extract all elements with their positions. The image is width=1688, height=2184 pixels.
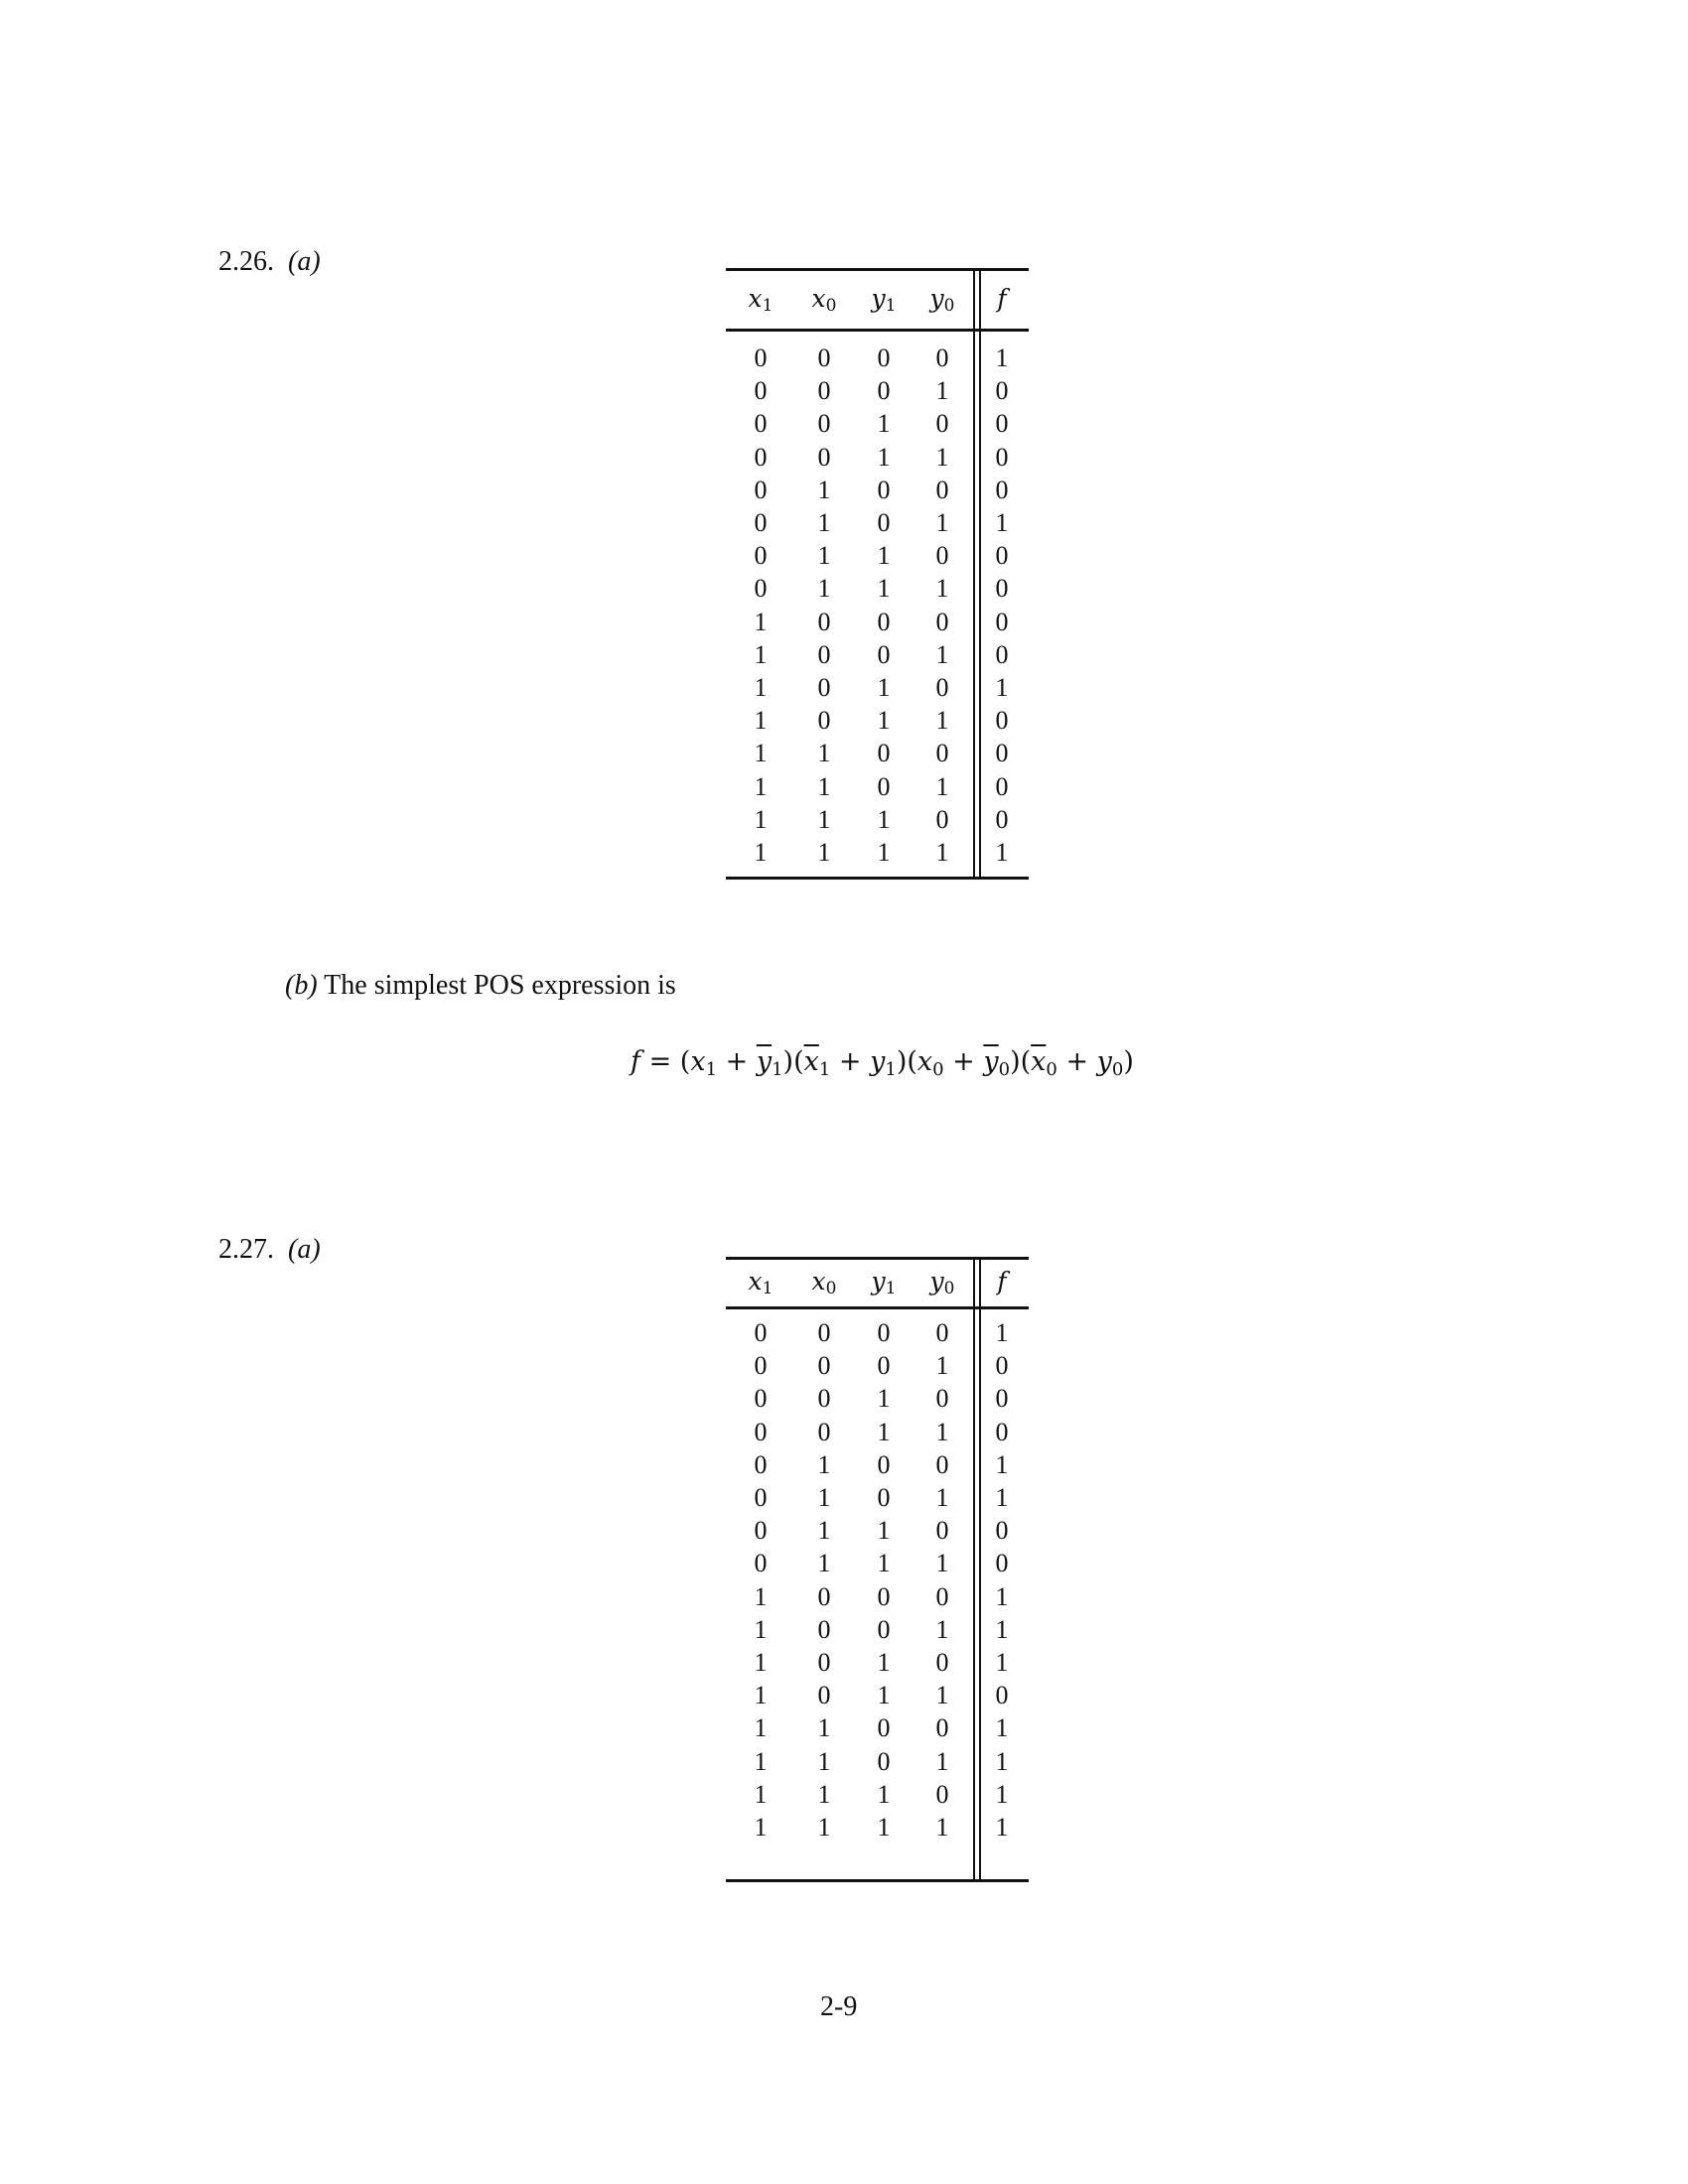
table-cell: 1 bbox=[817, 838, 831, 867]
problem-227-label bbox=[218, 1236, 321, 1264]
column-header-x0: $x_0$ bbox=[811, 1267, 837, 1298]
table-cell: 1 bbox=[877, 1417, 891, 1446]
table-cell: 0 bbox=[995, 739, 1009, 768]
table-cell: 0 bbox=[754, 1318, 768, 1347]
table-cell: 0 bbox=[995, 1681, 1009, 1710]
table-cell: 0 bbox=[754, 442, 768, 472]
table-cell: 1 bbox=[817, 1516, 831, 1546]
table-cell: 0 bbox=[754, 541, 768, 571]
table-cell: 0 bbox=[817, 1318, 831, 1347]
table-cell: 1 bbox=[935, 838, 949, 867]
table-cell: 1 bbox=[877, 804, 891, 834]
table-cell: 0 bbox=[995, 409, 1009, 439]
table-cell: 0 bbox=[877, 639, 891, 669]
table-cell: 1 bbox=[877, 838, 891, 867]
table-cell: 0 bbox=[995, 706, 1009, 736]
table-cell: 1 bbox=[935, 1614, 949, 1644]
table-cell: 1 bbox=[817, 541, 831, 571]
table-cell: 1 bbox=[935, 1746, 949, 1776]
table-cell: 0 bbox=[754, 1549, 768, 1578]
table-cell: 0 bbox=[995, 1351, 1009, 1381]
table-cell: 1 bbox=[935, 1813, 949, 1842]
table-cell: 0 bbox=[935, 475, 949, 504]
table-cell: 1 bbox=[935, 1483, 949, 1512]
table-cell: 0 bbox=[817, 409, 831, 439]
column-header-x1: $x_1$ bbox=[748, 283, 774, 316]
table-cell: 0 bbox=[935, 409, 949, 439]
table-cell: 1 bbox=[995, 1813, 1009, 1842]
table-cell: 1 bbox=[817, 804, 831, 834]
table-cell: 1 bbox=[817, 1779, 831, 1809]
table-cell: 0 bbox=[754, 409, 768, 439]
table-cell: 0 bbox=[817, 1681, 831, 1710]
table-double-rule-left bbox=[973, 1257, 975, 1882]
page-number: 2-9 bbox=[820, 1991, 858, 2022]
table-cell: 1 bbox=[935, 1681, 949, 1710]
table-cell: 0 bbox=[754, 1417, 768, 1446]
table-cell: 1 bbox=[754, 639, 768, 669]
table-cell: 0 bbox=[935, 1318, 949, 1347]
table-cell: 1 bbox=[817, 1449, 831, 1479]
table-cell: 0 bbox=[995, 475, 1009, 504]
table-cell: 0 bbox=[817, 706, 831, 736]
table-double-rule-left bbox=[973, 268, 975, 880]
table-cell: 1 bbox=[754, 607, 768, 636]
table-cell: 1 bbox=[995, 673, 1009, 702]
table-cell: 0 bbox=[995, 442, 1009, 472]
table-cell: 0 bbox=[754, 1449, 768, 1479]
table-cell: 1 bbox=[877, 409, 891, 439]
table-cell: 0 bbox=[877, 508, 891, 537]
table-cell: 1 bbox=[935, 1351, 949, 1381]
table-cell: 1 bbox=[995, 1779, 1009, 1809]
table-cell: 1 bbox=[877, 1779, 891, 1809]
table-cell: 0 bbox=[935, 739, 949, 768]
table-cell: 0 bbox=[754, 508, 768, 537]
table-cell: 0 bbox=[935, 804, 949, 834]
table-double-rule-right bbox=[979, 1257, 981, 1882]
table-cell: 1 bbox=[754, 804, 768, 834]
problem-226-number: 2.26. bbox=[218, 246, 274, 277]
table-cell: 1 bbox=[995, 1483, 1009, 1512]
table-cell: 0 bbox=[877, 376, 891, 406]
table-cell: 1 bbox=[995, 838, 1009, 867]
table-cell: 0 bbox=[995, 804, 1009, 834]
table-cell: 0 bbox=[817, 1581, 831, 1611]
table-cell: 0 bbox=[995, 1417, 1009, 1446]
table-cell: 1 bbox=[935, 1549, 949, 1578]
table-cell: 0 bbox=[995, 376, 1009, 406]
table-cell: 0 bbox=[754, 1483, 768, 1512]
table-cell: 0 bbox=[754, 1516, 768, 1546]
table-cell: 1 bbox=[995, 1614, 1009, 1644]
table-cell: 0 bbox=[754, 1351, 768, 1381]
problem-227-number: 2.27. bbox=[218, 1234, 274, 1265]
table-cell: 1 bbox=[754, 1581, 768, 1611]
part-b-label: (b) bbox=[285, 970, 318, 1001]
table-cell: 1 bbox=[817, 1813, 831, 1842]
table-cell: 1 bbox=[877, 1681, 891, 1710]
table-cell: 1 bbox=[754, 838, 768, 867]
table-cell: 0 bbox=[817, 376, 831, 406]
table-cell: 1 bbox=[877, 706, 891, 736]
table-cell: 0 bbox=[877, 739, 891, 768]
table-cell: 0 bbox=[995, 771, 1009, 801]
table-cell: 0 bbox=[754, 376, 768, 406]
table-cell: 0 bbox=[935, 1384, 949, 1414]
table-cell: 0 bbox=[877, 1713, 891, 1743]
table-cell: 0 bbox=[877, 1746, 891, 1776]
table-bottom-rule bbox=[726, 877, 1029, 880]
table-cell: 0 bbox=[935, 1648, 949, 1677]
table-cell: 0 bbox=[935, 1581, 949, 1611]
table-cell: 0 bbox=[877, 1614, 891, 1644]
problem-226-part-a: (a) bbox=[288, 246, 321, 277]
table-cell: 1 bbox=[877, 1384, 891, 1414]
column-header-x0: $x_0$ bbox=[811, 283, 837, 316]
table-cell: 1 bbox=[935, 442, 949, 472]
table-cell: 1 bbox=[754, 1713, 768, 1743]
table-cell: 0 bbox=[754, 574, 768, 604]
table-cell: 1 bbox=[877, 574, 891, 604]
table-cell: 0 bbox=[817, 1614, 831, 1644]
table-cell: 1 bbox=[817, 771, 831, 801]
table-cell: 1 bbox=[935, 508, 949, 537]
table-cell: 0 bbox=[995, 639, 1009, 669]
table-cell: 0 bbox=[817, 607, 831, 636]
table-cell: 0 bbox=[935, 343, 949, 372]
table-cell: 0 bbox=[935, 1779, 949, 1809]
table-cell: 0 bbox=[995, 1549, 1009, 1578]
table-cell: 0 bbox=[877, 1581, 891, 1611]
table-cell: 1 bbox=[877, 541, 891, 571]
table-bottom-rule bbox=[726, 1879, 1029, 1882]
pos-formula: $f = (x_1 + \overline{y}_1)(\overline{x}_1 + y_1)(x_0 + \overline{y}_0)(\overline{x}_0 + y_0)$ bbox=[631, 1046, 1134, 1080]
table-cell: 1 bbox=[995, 508, 1009, 537]
table-cell: 0 bbox=[877, 343, 891, 372]
table-cell: 1 bbox=[754, 1813, 768, 1842]
table-cell: 1 bbox=[995, 343, 1009, 372]
table-cell: 1 bbox=[754, 1779, 768, 1809]
table-cell: 1 bbox=[817, 1746, 831, 1776]
table-cell: 1 bbox=[877, 1549, 891, 1578]
table-cell: 0 bbox=[935, 1516, 949, 1546]
table-cell: 1 bbox=[995, 1581, 1009, 1611]
truth-table-226 bbox=[726, 268, 1029, 880]
table-cell: 0 bbox=[754, 1384, 768, 1414]
table-cell: 1 bbox=[817, 1483, 831, 1512]
table-cell: 1 bbox=[754, 673, 768, 702]
table-cell: 1 bbox=[995, 1449, 1009, 1479]
problem-227-part-a: (a) bbox=[288, 1234, 321, 1265]
table-cell: 0 bbox=[877, 1318, 891, 1347]
table-cell: 1 bbox=[995, 1746, 1009, 1776]
table-cell: 0 bbox=[817, 639, 831, 669]
table-cell: 0 bbox=[935, 1449, 949, 1479]
table-cell: 1 bbox=[754, 739, 768, 768]
table-cell: 1 bbox=[935, 574, 949, 604]
table-cell: 0 bbox=[754, 475, 768, 504]
table-cell: 1 bbox=[817, 739, 831, 768]
column-header-x1: $x_1$ bbox=[748, 1267, 774, 1298]
table-cell: 0 bbox=[817, 343, 831, 372]
table-cell: 1 bbox=[754, 1614, 768, 1644]
table-cell: 0 bbox=[935, 607, 949, 636]
table-cell: 0 bbox=[817, 442, 831, 472]
table-cell: 0 bbox=[817, 1417, 831, 1446]
table-cell: 0 bbox=[995, 1516, 1009, 1546]
table-cell: 0 bbox=[817, 1384, 831, 1414]
table-cell: 1 bbox=[877, 1813, 891, 1842]
table-cell: 0 bbox=[877, 1351, 891, 1381]
table-cell: 1 bbox=[877, 673, 891, 702]
table-cell: 1 bbox=[817, 1549, 831, 1578]
table-cell: 1 bbox=[995, 1648, 1009, 1677]
table-cell: 0 bbox=[877, 607, 891, 636]
column-header-y1: $y_1$ bbox=[871, 1267, 897, 1298]
table-cell: 0 bbox=[877, 771, 891, 801]
part-b-statement bbox=[285, 972, 676, 1000]
table-cell: 0 bbox=[817, 1351, 831, 1381]
table-cell: 0 bbox=[877, 1483, 891, 1512]
table-cell: 1 bbox=[817, 475, 831, 504]
table-cell: 1 bbox=[754, 1648, 768, 1677]
table-cell: 1 bbox=[817, 1713, 831, 1743]
truth-table-227 bbox=[726, 1257, 1029, 1882]
table-cell: 0 bbox=[935, 541, 949, 571]
table-cell: 1 bbox=[995, 1713, 1009, 1743]
table-top-rule bbox=[726, 1257, 1029, 1260]
column-header-f: f bbox=[997, 1267, 1007, 1296]
problem-226-label bbox=[218, 248, 321, 276]
table-cell: 1 bbox=[817, 574, 831, 604]
column-header-y0: $y_0$ bbox=[929, 283, 955, 316]
column-header-y1: $y_1$ bbox=[871, 283, 897, 316]
table-top-rule bbox=[726, 268, 1029, 271]
column-header-f: f bbox=[997, 283, 1007, 313]
column-header-y0: $y_0$ bbox=[929, 1267, 955, 1298]
table-cell: 0 bbox=[995, 1384, 1009, 1414]
table-double-rule-right bbox=[979, 268, 981, 880]
table-cell: 1 bbox=[754, 1746, 768, 1776]
part-b-text: The simplest POS expression is bbox=[324, 970, 676, 1001]
table-cell: 1 bbox=[935, 376, 949, 406]
table-header-rule bbox=[726, 329, 1029, 332]
table-cell: 1 bbox=[754, 1681, 768, 1710]
table-cell: 1 bbox=[935, 1417, 949, 1446]
table-cell: 0 bbox=[877, 1449, 891, 1479]
table-cell: 1 bbox=[877, 1516, 891, 1546]
table-cell: 0 bbox=[995, 574, 1009, 604]
table-cell: 1 bbox=[995, 1318, 1009, 1347]
table-cell: 0 bbox=[817, 673, 831, 702]
table-cell: 1 bbox=[877, 442, 891, 472]
table-cell: 0 bbox=[877, 475, 891, 504]
table-cell: 0 bbox=[995, 607, 1009, 636]
table-cell: 0 bbox=[935, 1713, 949, 1743]
table-cell: 1 bbox=[935, 771, 949, 801]
table-cell: 1 bbox=[935, 639, 949, 669]
table-cell: 1 bbox=[754, 771, 768, 801]
table-cell: 0 bbox=[817, 1648, 831, 1677]
table-cell: 0 bbox=[995, 541, 1009, 571]
table-cell: 0 bbox=[935, 673, 949, 702]
table-header-rule bbox=[726, 1306, 1029, 1309]
table-cell: 0 bbox=[754, 343, 768, 372]
table-cell: 1 bbox=[877, 1648, 891, 1677]
table-cell: 1 bbox=[935, 706, 949, 736]
table-cell: 1 bbox=[817, 508, 831, 537]
table-cell: 1 bbox=[754, 706, 768, 736]
